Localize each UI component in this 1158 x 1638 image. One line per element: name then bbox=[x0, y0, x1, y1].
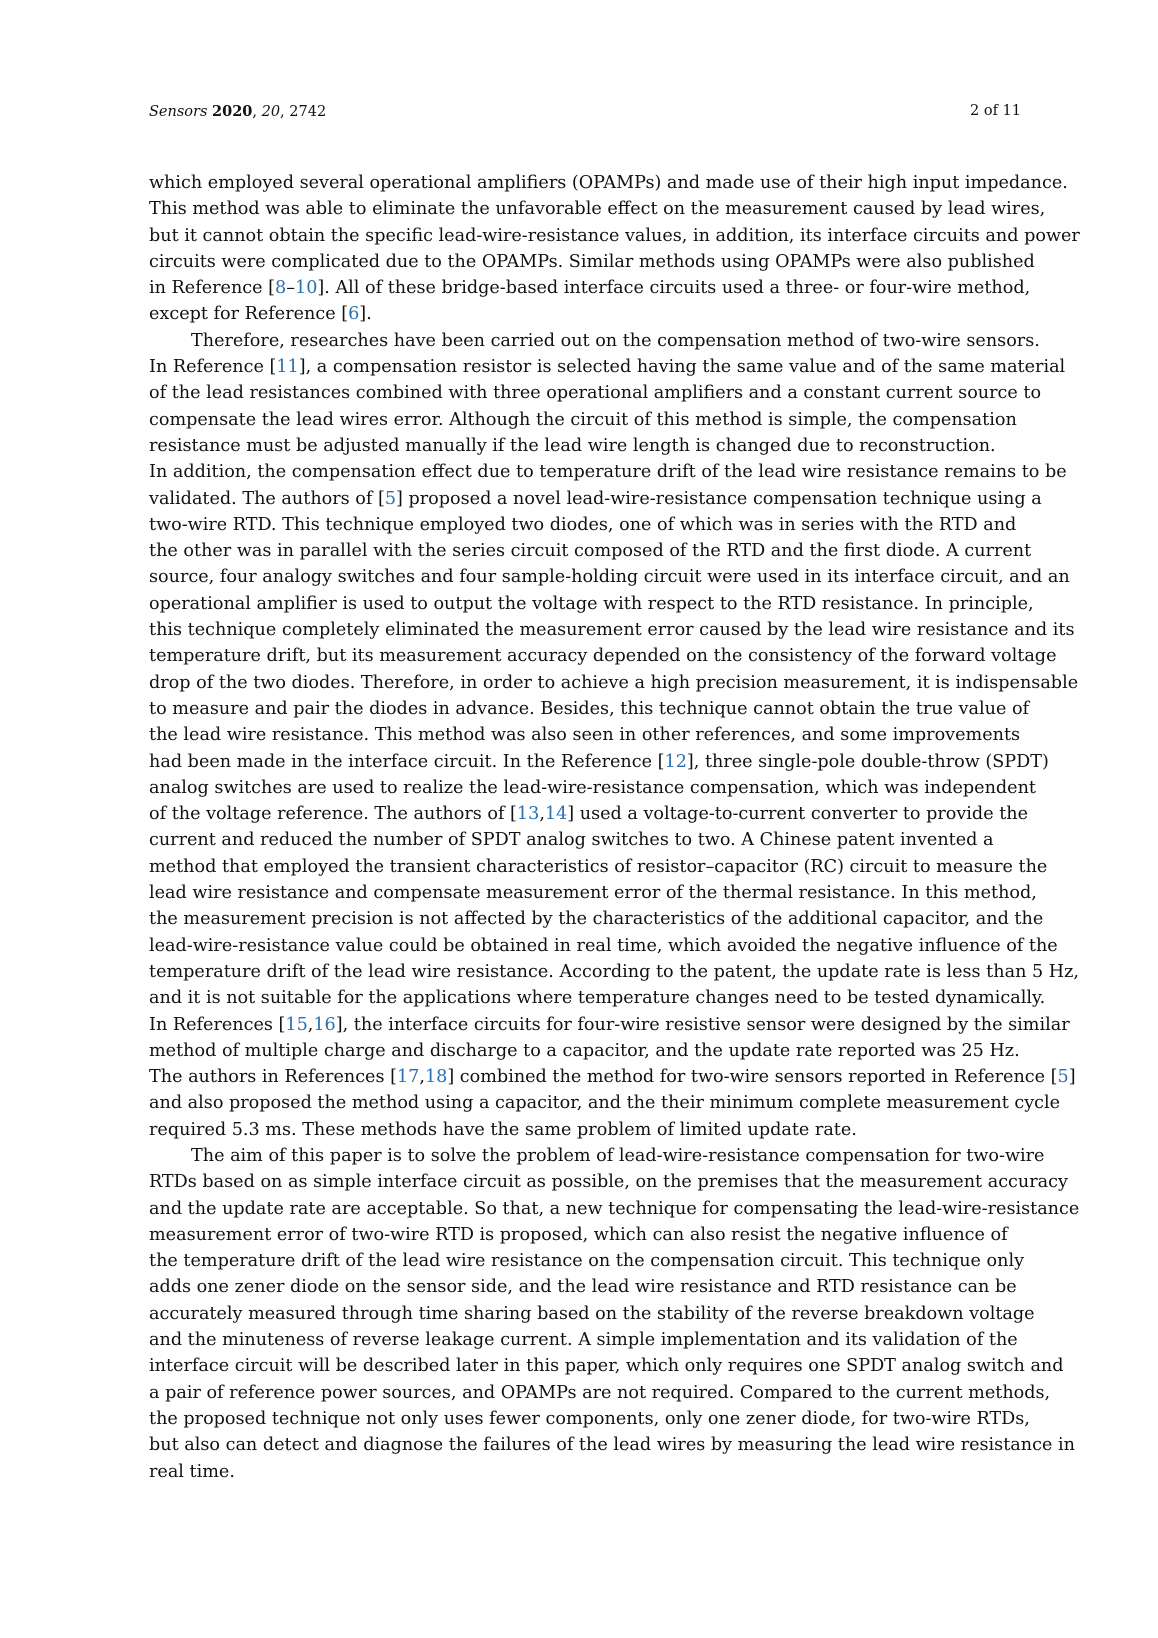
article-number: 2742 bbox=[289, 104, 327, 120]
text-run: The aim of this paper is to solve the problem of lead-wire-resistance compensation for two-wire bbox=[191, 1145, 1045, 1166]
text-line bbox=[149, 1222, 1158, 1248]
text-run: Therefore, researches have been carried out on the compensation method of two-wire sensors. bbox=[191, 330, 1040, 351]
text-run: method of multiple charge and discharge to a capacitor, and the update rate reported was 25 Hz. bbox=[149, 1040, 1020, 1061]
reference-link[interactable]: 5 bbox=[1057, 1067, 1069, 1088]
journal-name: Sensors bbox=[149, 104, 208, 120]
text-run: , bbox=[419, 1067, 425, 1088]
text-run: , bbox=[539, 804, 545, 825]
text-line bbox=[149, 801, 1158, 827]
text-run: ], a compensation resistor is selected having the same value and of the same material bbox=[298, 357, 1066, 378]
text-run: the proposed technique not only uses fewer components, only one zener diode, for two-wire RTDs, bbox=[149, 1408, 1030, 1429]
text-run: In Reference [ bbox=[149, 357, 277, 378]
reference-link[interactable]: 11 bbox=[276, 357, 299, 378]
running-header bbox=[149, 103, 1021, 127]
text-run: ], three single-pole double-throw (SPDT) bbox=[686, 751, 1049, 772]
text-run: ], the interface circuits for four-wire resistive sensor were designed by the similar bbox=[335, 1014, 1070, 1035]
text-line bbox=[149, 433, 1158, 459]
text-line bbox=[149, 459, 1158, 485]
text-run: had been made in the interface circuit. In the Reference [ bbox=[149, 751, 665, 772]
text-line bbox=[149, 170, 1158, 196]
text-line bbox=[149, 223, 1158, 249]
text-run: a pair of reference power sources, and OPAMPs are not required. Compared to the current methods, bbox=[149, 1382, 1051, 1403]
text-run: RTDs based on as simple interface circuit as possible, on the premises that the measurement accuracy bbox=[149, 1172, 1068, 1193]
text-line bbox=[149, 617, 1158, 643]
text-run: the other was in parallel with the series circuit composed of the RTD and the first diode. A current bbox=[149, 541, 1032, 562]
text-run: measurement error of two-wire RTD is proposed, which can also resist the negative influence of bbox=[149, 1224, 1008, 1245]
text-line bbox=[149, 1248, 1158, 1274]
text-line bbox=[149, 354, 1158, 380]
reference-link[interactable]: 17 bbox=[396, 1067, 420, 1088]
text-run: but it cannot obtain the specific lead-wire-resistance values, in addition, its interface circuits and power bbox=[149, 225, 1080, 246]
text-run: validated. The authors of [ bbox=[149, 488, 385, 509]
text-run: ] proposed a novel lead-wire-resistance compensation technique using a bbox=[396, 488, 1042, 509]
publication-year: 2020 bbox=[212, 103, 253, 120]
text-line bbox=[149, 1169, 1158, 1195]
page-indicator: 2 of 11 bbox=[970, 103, 1021, 119]
text-run: real time. bbox=[149, 1461, 235, 1482]
text-line bbox=[149, 380, 1158, 406]
text-run: except for Reference [ bbox=[149, 304, 349, 325]
reference-link[interactable]: 6 bbox=[348, 304, 360, 325]
text-run: ]. bbox=[359, 304, 372, 325]
text-line bbox=[149, 1380, 1158, 1406]
text-line bbox=[149, 564, 1158, 590]
text-line bbox=[149, 591, 1158, 617]
text-line bbox=[149, 1327, 1158, 1353]
text-run: this technique completely eliminated the measurement error caused by the lead wire resistance and its bbox=[149, 620, 1075, 641]
text-line bbox=[149, 301, 1158, 327]
text-line bbox=[149, 1274, 1158, 1300]
reference-link[interactable]: 8 bbox=[275, 278, 287, 299]
reference-link[interactable]: 15 bbox=[285, 1014, 308, 1035]
text-run: adds one zener diode on the sensor side, and the lead wire resistance and RTD resistance can be bbox=[149, 1277, 1017, 1298]
text-line bbox=[149, 512, 1158, 538]
text-run: and also proposed the method using a capacitor, and the their minimum complete measurement cycle bbox=[149, 1093, 1061, 1114]
volume-number: 20 bbox=[261, 104, 281, 120]
text-run: accurately measured through time sharing based on the stability of the reverse breakdown voltage bbox=[149, 1303, 1035, 1324]
reference-link[interactable]: 13 bbox=[516, 804, 540, 825]
text-run: to measure and pair the diodes in advance. Besides, this technique cannot obtain the true value of bbox=[149, 698, 1030, 719]
text-line bbox=[149, 933, 1158, 959]
text-run: circuits were complicated due to the OPAMPs. Similar methods using OPAMPs were also published bbox=[149, 251, 1035, 272]
text-run: This method was able to eliminate the unfavorable effect on the measurement caused by lead wires, bbox=[149, 199, 1046, 220]
text-run: method that employed the transient characteristics of resistor–capacitor (RC) circuit to measure the bbox=[149, 856, 1048, 877]
reference-link[interactable]: 12 bbox=[664, 751, 687, 772]
journal-citation: Sensors 2020, 20, 2742 bbox=[149, 103, 327, 120]
text-run: lead-wire-resistance value could be obtained in real time, which avoided the negative influence of the bbox=[149, 935, 1058, 956]
text-run: which employed several operational amplifiers (OPAMPs) and made use of their high input impedance. bbox=[149, 173, 1068, 193]
text-run: current and reduced the number of SPDT analog switches to two. A Chinese patent invented a bbox=[149, 830, 994, 851]
text-run: In References [ bbox=[149, 1014, 286, 1035]
text-line bbox=[149, 643, 1158, 669]
text-run: – bbox=[286, 278, 296, 299]
text-line bbox=[149, 1038, 1158, 1064]
text-run: ]. All of these bridge-based interface circuits used a three- or four-wire method, bbox=[317, 278, 1031, 299]
text-line bbox=[149, 880, 1158, 906]
text-line bbox=[149, 827, 1158, 853]
text-run: The authors in References [ bbox=[149, 1067, 397, 1088]
text-line bbox=[149, 959, 1158, 985]
text-line bbox=[149, 196, 1158, 222]
text-line bbox=[149, 328, 1158, 354]
text-line bbox=[149, 1064, 1158, 1090]
text-line bbox=[149, 749, 1158, 775]
text-line bbox=[149, 1012, 1158, 1038]
text-run: required 5.3 ms. These methods have the same problem of limited update rate. bbox=[149, 1119, 857, 1140]
text-line bbox=[149, 1196, 1158, 1222]
text-run: of the voltage reference. The authors of [ bbox=[149, 804, 517, 825]
text-line bbox=[149, 538, 1158, 564]
text-run: interface circuit will be described later in this paper, which only requires one SPDT analog switch and bbox=[149, 1356, 1064, 1377]
text-line bbox=[149, 1406, 1158, 1432]
reference-link[interactable]: 18 bbox=[424, 1067, 448, 1088]
text-run: the measurement precision is not affected by the characteristics of the additional capacitor, and the bbox=[149, 909, 1044, 930]
text-run: but also can detect and diagnose the failures of the lead wires by measuring the lead wire resistance in bbox=[149, 1435, 1075, 1456]
reference-link[interactable]: 16 bbox=[313, 1014, 336, 1035]
text-run: , bbox=[307, 1014, 314, 1035]
text-run: In addition, the compensation effect due to temperature drift of the lead wire resistance remains to be bbox=[149, 462, 1067, 483]
text-run: source, four analogy switches and four sample-holding circuit were used in its interface circuit, and an bbox=[149, 567, 1070, 588]
text-line bbox=[149, 1432, 1158, 1458]
text-run: ] bbox=[1068, 1067, 1076, 1088]
text-run: temperature drift of the lead wire resistance. According to the patent, the update rate is less than 5 Hz, bbox=[149, 961, 1079, 982]
text-line bbox=[149, 985, 1158, 1011]
text-run: drop of the two diodes. Therefore, in order to achieve a high precision measurement, it is indispensable bbox=[149, 672, 1079, 693]
text-line bbox=[149, 1117, 1158, 1143]
text-run: analog switches are used to realize the lead-wire-resistance compensation, which was independent bbox=[149, 777, 1036, 798]
text-run: two-wire RTD. This technique employed two diodes, one of which was in series with the RTD and bbox=[149, 514, 1017, 535]
reference-link[interactable]: 5 bbox=[384, 488, 397, 509]
text-run: and the minuteness of reverse leakage current. A simple implementation and its validation of the bbox=[149, 1330, 1018, 1351]
text-run: ] used a voltage-to-current converter to provide the bbox=[567, 804, 1029, 825]
text-line bbox=[149, 906, 1158, 932]
text-run: resistance must be adjusted manually if the lead wire length is changed due to reconstruction. bbox=[149, 435, 996, 456]
text-line bbox=[149, 722, 1158, 748]
text-line bbox=[149, 670, 1158, 696]
body-text bbox=[149, 170, 1158, 1485]
text-run: ] combined the method for two-wire sensors reported in Reference [ bbox=[447, 1067, 1058, 1088]
text-run: the temperature drift of the lead wire resistance on the compensation circuit. This technique only bbox=[149, 1251, 1025, 1272]
reference-link[interactable]: 14 bbox=[544, 804, 568, 825]
text-run: the lead wire resistance. This method was also seen in other references, and some improvements bbox=[149, 725, 1021, 746]
text-line bbox=[149, 486, 1158, 512]
text-line bbox=[149, 854, 1158, 880]
text-run: and it is not suitable for the applications where temperature changes need to be tested dynamically. bbox=[149, 988, 1046, 1009]
text-run: of the lead resistances combined with three operational amplifiers and a constant current source to bbox=[149, 383, 1042, 404]
text-run: and the update rate are acceptable. So that, a new technique for compensating the lead-wire-resistance bbox=[149, 1198, 1080, 1219]
text-line bbox=[149, 407, 1158, 433]
text-line bbox=[149, 696, 1158, 722]
text-line bbox=[149, 1143, 1158, 1169]
reference-link[interactable]: 10 bbox=[295, 278, 318, 299]
text-line bbox=[149, 775, 1158, 801]
text-run: operational amplifier is used to output the voltage with respect to the RTD resistance. In principle, bbox=[149, 593, 1034, 614]
text-line bbox=[149, 1353, 1158, 1379]
text-run: lead wire resistance and compensate measurement error of the thermal resistance. In this method, bbox=[149, 883, 1037, 904]
text-run: temperature drift, but its measurement accuracy depended on the consistency of the forward voltage bbox=[149, 646, 1057, 667]
text-run: compensate the lead wires error. Although the circuit of this method is simple, the compensation bbox=[149, 409, 1017, 430]
text-line bbox=[149, 1301, 1158, 1327]
text-run: in Reference [ bbox=[149, 278, 276, 299]
text-line bbox=[149, 275, 1158, 301]
text-line bbox=[149, 1459, 1158, 1485]
text-line bbox=[149, 249, 1158, 275]
text-line bbox=[149, 1090, 1158, 1116]
